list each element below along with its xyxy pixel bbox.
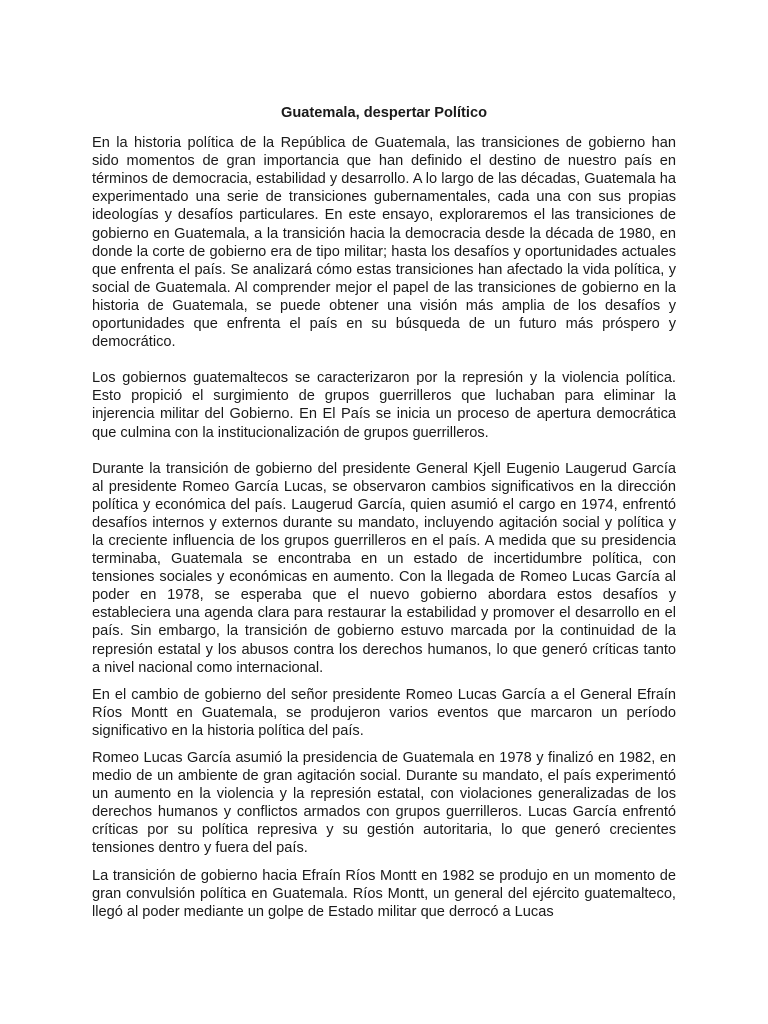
paragraph-laugerud-transition: Durante la transición de gobierno del presidente General Kjell Eugenio Laugerud García al presidente Romeo García Lucas, se observaron cambios significativos en la dirección política y económica del país. Laugerud García, quien asumió el cargo en 1974, enfrentó desafíos internos y externos durante su mandato, incluyendo agitación social y política y la creciente influencia de los grupos guerrilleros en el país. A medida que su presidencia terminaba, Guatemala se encontraba en un estado de incertidumbre política, con tensiones sociales y económicas en aumento. Con la llegada de Romeo Lucas García al poder en 1978, se esperaba que el nuevo gobierno abordara estos desafíos y estableciera una agenda clara para restaurar la estabilidad y promover el desarrollo en el país. Sin embargo, la transición de gobierno estuvo marcada por la continuidad de la represión estatal y los abusos contra los derechos humanos, lo que generó críticas tanto a nivel nacional como internacional. — [92, 460, 676, 676]
paragraph-lucas-garcia: Romeo Lucas García asumió la presidencia de Guatemala en 1978 y finalizó en 1982, en medio de un ambiente de gran agitación social. Durante su mandato, el país experimentó un aumento en la violencia y la represión estatal, con violaciones generalizadas de los derechos humanos y conflictos armados con grupos guerrilleros. Lucas García enfrentó críticas por su política represiva y su gestión autoritaria, lo que generó crecientes tensiones dentro y fuera del país. — [92, 750, 676, 857]
paragraph-lucas-to-rios-montt: En el cambio de gobierno del señor presidente Romeo Lucas García a el General Efraín Ríos Montt en Guatemala, se produjeron varios eventos que marcaron un período significativo en la historia política del país. — [92, 686, 676, 739]
paragraph-repression: Los gobiernos guatemaltecos se caracterizaron por la represión y la violencia política. Esto propició el surgimiento de grupos guerrilleros que luchaban para eliminar la injerencia militar del Gobierno. En El País se inicia un proceso de apertura democrática que culmina con la institucionalización de grupos guerrilleros. — [92, 370, 676, 441]
document-title: Guatemala, despertar Político — [280, 105, 487, 121]
paragraph-intro: En la historia política de la República de Guatemala, las transiciones de gobierno han sido momentos de gran importancia que han definido el destino de nuestro país en términos de democracia, estabilidad y desarrollo. A lo largo de las décadas, Guatemala ha experimentado una serie de transiciones gubernamentales, cada una con sus propias ideologías y desafíos particulares. En este ensayo, exploraremos el las transiciones de gobierno en Guatemala, a la transición hacia la democracia desde la década de 1980, en donde la corte de gobierno era de tipo militar; hasta los desafíos y oportunidades actuales que enfrenta el país. Se analizará cómo estas transiciones han afectado la vida política, y social de Guatemala. Al comprender mejor el papel de las transiciones de gobierno en la historia de Guatemala, se puede obtener una visión más amplia de los desafíos y oportunidades que enfrenta el país en su búsqueda de un futuro más próspero y democrático. — [92, 135, 676, 351]
paragraph-rios-montt: La transición de gobierno hacia Efraín Ríos Montt en 1982 se produjo en un momento de gran convulsión política en Guatemala. Ríos Montt, un general del ejército guatemalteco, llegó al poder mediante un golpe de Estado militar que derrocó a Lucas — [92, 867, 676, 920]
document-page — [92, 104, 676, 921]
